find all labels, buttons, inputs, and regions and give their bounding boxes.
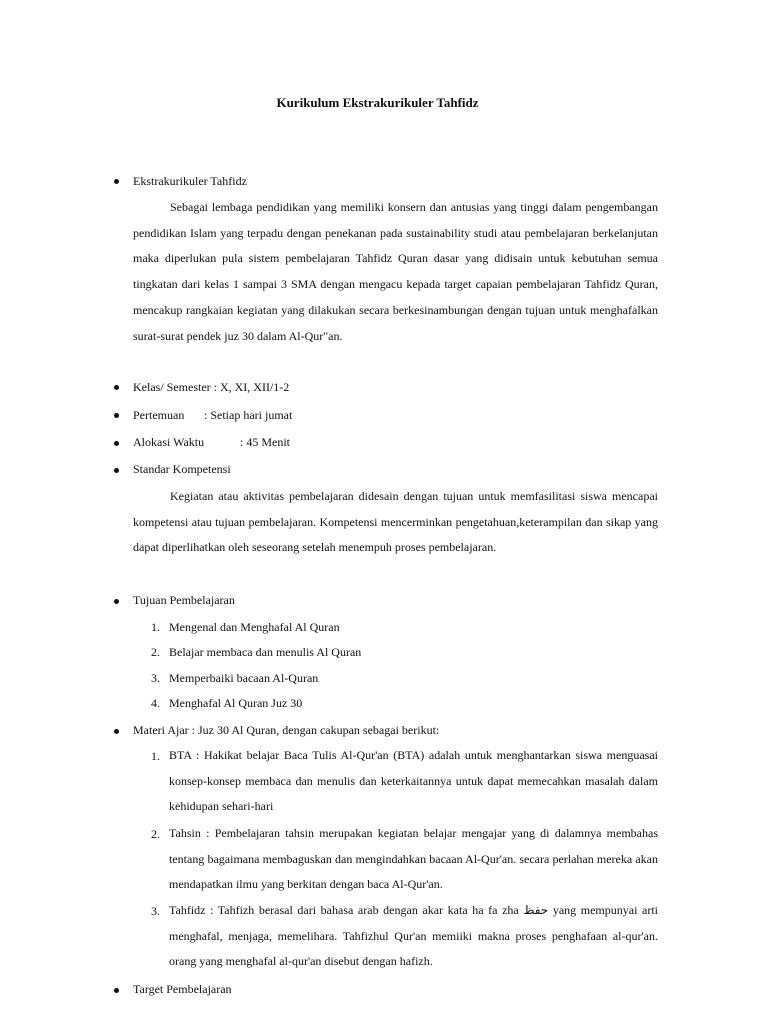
intro-paragraph — [133, 195, 658, 349]
tujuan-item: Memperbaiki bacaan Al-Quran — [169, 671, 319, 685]
bullet — [114, 441, 119, 446]
tujuan-item: Belajar membaca dan menulis Al Quran — [169, 645, 362, 659]
bullet — [114, 599, 119, 604]
standar-paragraph — [133, 484, 658, 561]
materi-item: BTA : Hakikat belajar Baca Tulis Al-Qur'an (BTA) adalah untuk menghantarkan siswa menguasai konsep-konsep membaca dan menulis dan keterkaitannya untuk dapat memecahkan masalah dalam kehidupan sehari-hari — [169, 748, 658, 814]
bullet — [114, 729, 119, 734]
bullet — [114, 413, 119, 418]
intro-paragraph-text: Sebagai lembaga pendidikan yang memiliki konsern dan antusias yang tinggi dalam pengembangan pendidikan Islam yang terpadu dengan penekanan pada sustainability studi atau pembelajaran berkelanjutan maka diperlukan pula sistem pembelajaran Tahfidz Quran dasar yang didisain untuk kebutuhan semua tingkatan dari kelas 1 sampai 3 SMA dengan mengacu kepada target capaian pembelajaran Tahfidz Quran, mencakup rangkaian kegiatan yang dilakukan secara berkesinambungan dengan tujuan untuk menghafalkan surat-surat pendek juz 30 dalam Al-Qur"an. — [133, 200, 658, 343]
tujuan-item: Mengenal dan Menghafal Al Quran — [169, 620, 340, 634]
tujuan-number: 2. — [151, 645, 160, 659]
alokasi-value: : 45 Menit — [240, 435, 290, 449]
tujuan-number: 3. — [151, 671, 160, 685]
materi-heading: Materi Ajar : Juz 30 Al Quran, dengan cakupan sebagai berikut: — [133, 723, 440, 737]
bullet — [114, 468, 119, 473]
bullet — [114, 385, 119, 390]
standar-paragraph-text: Kegiatan atau aktivitas pembelajaran didesain dengan tujuan untuk memfasilitasi siswa mencapai kompetensi atau tujuan pembelajaran. Kompetensi mencerminkan pengetahuan,keterampilan dan sikap yang dapat diperlihatkan oleh seseorang setelah menempuh proses pembelajaran. — [133, 489, 658, 555]
pertemuan-value: : Setiap hari jumat — [204, 408, 293, 422]
bullet — [114, 179, 119, 184]
target-heading: Target Pembelajaran — [133, 982, 232, 996]
bullet — [114, 988, 119, 993]
materi-item: Tahfidz : Tahfizh berasal dari bahasa arab dengan akar kata ha fa zha حفظ yang mempunyai arti menghafal, menjaga, memelihara. Tahfizhul Qur'an memiiki makna proses penghafaan al-qur'an. orang yang menghafal al-qur'an disebut dengan hafizh. — [169, 903, 658, 969]
section-heading: Ekstrakurikuler Tahfidz — [133, 174, 247, 188]
tujuan-heading: Tujuan Pembelajaran — [133, 593, 235, 607]
tujuan-number: 4. — [151, 696, 160, 710]
tujuan-item: Menghafal Al Quran Juz 30 — [169, 696, 303, 710]
tujuan-number: 1. — [151, 620, 160, 634]
page-title: Kurikulum Ekstrakurikuler Tahfidz — [276, 95, 479, 110]
pertemuan-label: Pertemuan — [133, 408, 185, 422]
materi-item: Tahsin : Pembelajaran tahsin merupakan kegiatan belajar mengajar yang di dalamnya membahas tentang bagaimana membaguskan dan mengindahkan bacaan Al-Qur'an. secara perlahan mereka akan mendapatkan ilmu yang berkitan dengan baca Al-Qur'an. — [169, 826, 658, 892]
kelas-item: Kelas/ Semester : X, XI, XII/1-2 — [133, 380, 290, 394]
materi-number: 1. — [151, 749, 160, 763]
standar-heading: Standar Kompetensi — [133, 462, 231, 476]
materi-number: 3. — [151, 904, 160, 918]
alokasi-label: Alokasi Waktu — [133, 435, 205, 449]
materi-number: 2. — [151, 827, 160, 841]
